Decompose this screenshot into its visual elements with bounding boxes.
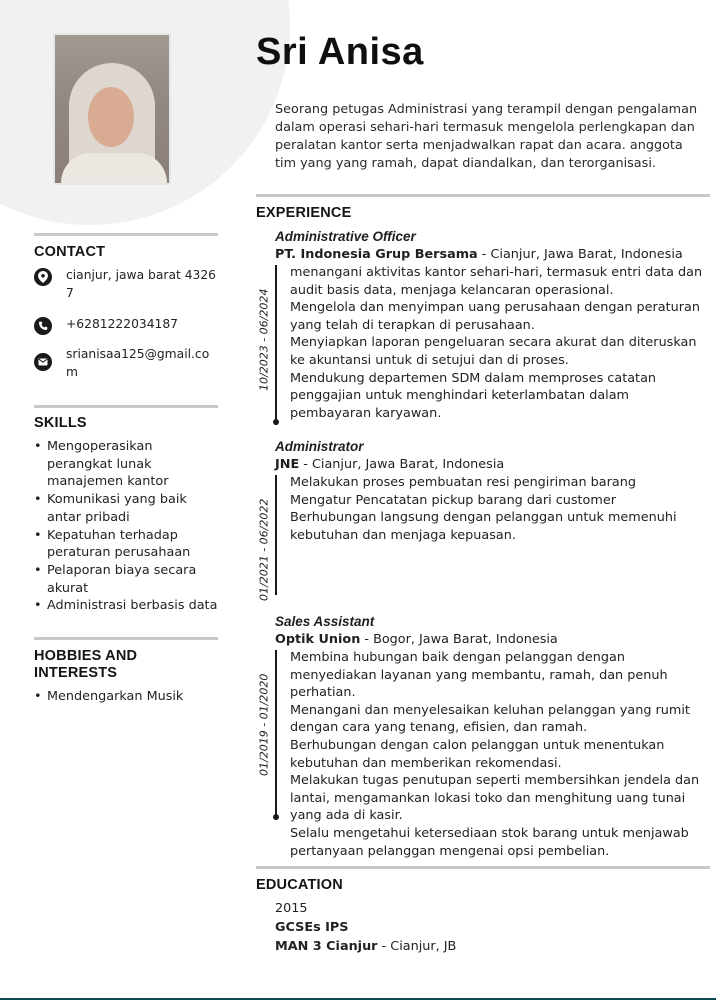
list-item: Menyiapkan laporan pengeluaran secara akurat dan diteruskan ke akuntansi untuk di setujui dan di proses. [290, 335, 697, 368]
list-item: Mengelola dan menyimpan uang perusahaan dengan peraturan yang telah di terapkan di perusahaan. [290, 300, 700, 333]
skills-heading: SKILLS [34, 415, 87, 431]
contact-address [34, 266, 218, 306]
job-company-line [275, 457, 504, 472]
list-item: • Komunikasi yang baik antar pribadi [34, 491, 218, 526]
contact-email [34, 345, 218, 385]
divider [34, 233, 218, 236]
education-entry [275, 899, 456, 956]
list-item: Selalu mengetahui ketersediaan stok barang untuk menjawab pertanyaan pelanggan mengenai opsi pembelian. [290, 825, 689, 859]
job-location: - Cianjur, Jawa Barat, Indonesia [477, 247, 683, 262]
job-company-line [275, 632, 558, 647]
job-entry [256, 229, 710, 429]
list-item: Menangani dan menyelesaikan keluhan pelanggan yang rumit dengan cara yang tenang, efisien, dan ramah. [290, 702, 690, 736]
job-role: Sales Assistant [275, 614, 375, 629]
email-icon [34, 353, 52, 371]
job-duties [290, 474, 710, 544]
job-company: Optik Union [275, 632, 361, 647]
job-company-line [275, 247, 683, 262]
timeline-line [275, 650, 277, 820]
job-dates: 01/2021 - 06/2022 [257, 498, 271, 602]
timeline-line [275, 475, 277, 595]
divider [34, 405, 218, 408]
job-entry [256, 439, 710, 602]
job-duties [290, 649, 710, 860]
timeline-line [275, 265, 277, 425]
skills-list [34, 438, 218, 615]
job-duties [290, 264, 710, 422]
job-role: Administrative Officer [275, 229, 416, 244]
education-year: 2015 [275, 901, 308, 916]
address-text: cianjur, jawa barat 43267 [66, 268, 217, 300]
timeline-dot [273, 814, 279, 820]
divider [34, 637, 218, 640]
list-item: Mendukung departemen SDM dalam memproses catatan penggajian untuk menghindari keterlambatan dalam pembayaran karyawan. [290, 370, 657, 421]
education-degree: GCSEs IPS [275, 920, 349, 935]
job-dates: 01/2019 - 01/2020 [257, 673, 271, 777]
list-item: menangani aktivitas kantor sehari-hari, termasuk entri data dan audit basis data, menjaga kelancaran operasional. [290, 265, 703, 298]
job-location: - Cianjur, Jawa Barat, Indonesia [299, 457, 505, 472]
list-item: • Kepatuhan terhadap peraturan perusahaan [34, 527, 218, 562]
list-item: Melakukan tugas penutupan seperti membersihkan jendela dan lantai, mengamankan lokasi toko dan menghitung uang tunai yang ada di kasir. [290, 773, 700, 824]
profile-summary: Seorang petugas Administrasi yang terampil dengan pengalaman dalam operasi sehari-hari termasuk mengelola perlengkapan dan peralatan kantor serta menjadwalkan rapat dan acara. anggota tim yang yang ramah, dapat diandalkan, dan terorganisasi. [275, 102, 698, 171]
list-item: Membina hubungan baik dengan pelanggan dengan menyediakan layanan yang membantu, ramah, dan penuh perhatian. [290, 650, 668, 701]
contact-heading: CONTACT [34, 244, 106, 260]
email-text[interactable]: srianisaa125@gmail.com [66, 347, 210, 379]
job-role: Administrator [275, 439, 364, 454]
hobbies-list [34, 688, 218, 706]
experience-heading: EXPERIENCE [256, 205, 352, 221]
divider [256, 866, 710, 869]
job-company: JNE [275, 457, 300, 472]
job-location: - Bogor, Jawa Barat, Indonesia [360, 632, 558, 647]
education-school-line [275, 937, 456, 956]
phone-icon [34, 317, 52, 335]
location-icon [34, 268, 52, 286]
profile-photo [53, 33, 171, 185]
list-item: • Pelaporan biaya secara akurat [34, 562, 218, 597]
timeline-dot [273, 419, 279, 425]
list-item: Berhubungan langsung dengan pelanggan untuk memenuhi kebutuhan dan menjaga kepuasan. [290, 510, 677, 543]
education-school: MAN 3 Cianjur [275, 939, 378, 954]
job-company: PT. Indonesia Grup Bersama [275, 247, 478, 262]
hobbies-heading: HOBBIES AND INTERESTS [34, 648, 138, 681]
education-heading: EDUCATION [256, 877, 343, 893]
contact-phone [34, 315, 218, 335]
list-item: • Administrasi berbasis data [34, 597, 218, 615]
job-entry [256, 614, 710, 859]
list-item: Berhubungan dengan calon pelanggan untuk menentukan kebutuhan dan memberikan rekomendasi. [290, 737, 665, 771]
list-item: Melakukan proses pembuatan resi pengiriman barang [290, 475, 636, 490]
divider [256, 194, 710, 197]
candidate-name: Sri Anisa [256, 31, 424, 73]
job-dates: 10/2023 - 06/2024 [257, 288, 271, 392]
phone-text[interactable]: +6281222034187 [66, 317, 179, 331]
list-item: • Mengoperasikan perangkat lunak manajemen kantor [34, 438, 218, 491]
list-item: Mengatur Pencatatan pickup barang dari customer [290, 492, 616, 508]
list-item: • Mendengarkan Musik [34, 688, 218, 706]
education-location: - Cianjur, JB [377, 939, 457, 954]
